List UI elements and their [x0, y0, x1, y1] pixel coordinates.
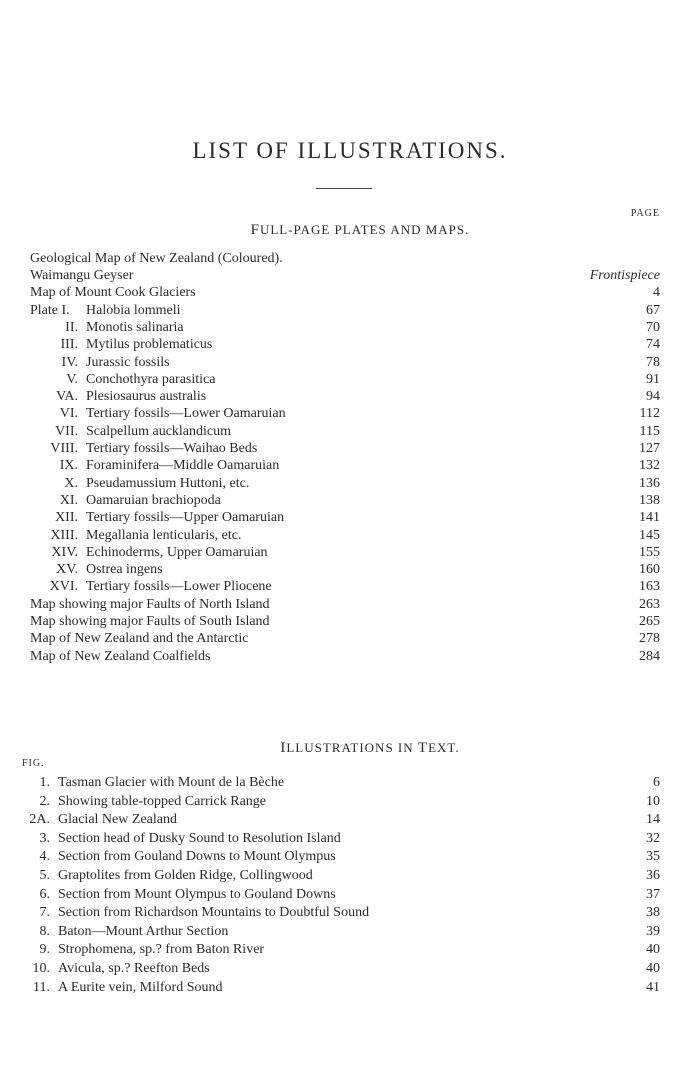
entry-page: 36 [646, 868, 660, 883]
entry-number: V. [66, 371, 78, 387]
entry-number: VII. [55, 423, 78, 439]
plate-entry [0, 405, 700, 423]
entry-page: 141 [639, 510, 660, 526]
text-section-heading [20, 740, 700, 757]
plate-entry [0, 440, 700, 458]
figure-entry [0, 848, 700, 866]
entry-page: Frontispiece [589, 268, 660, 283]
plate-entry [0, 336, 700, 354]
entry-page: 145 [639, 527, 660, 543]
entry-number: XVI. [49, 579, 78, 595]
entry-number: XV. [56, 562, 78, 578]
figure-entry [0, 941, 700, 959]
figure-entry [0, 867, 700, 885]
entry-label: Section from Richardson Mountains to Doubtful Sound [58, 905, 370, 921]
entry-page: 14 [646, 812, 660, 828]
entry-label: A Eurite vein, Milford Sound [58, 979, 223, 995]
entry-label: Graptolites from Golden Ridge, Collingwood [58, 868, 313, 883]
entry-number: 3. [39, 830, 50, 846]
entry-number: 8. [39, 923, 50, 939]
entry-number: XII. [55, 510, 78, 526]
figure-entry [0, 960, 700, 978]
figure-entry [0, 830, 700, 848]
entry-label: Pseudamussium Huttoni, etc. [86, 475, 250, 491]
entry-page: 74 [646, 337, 660, 353]
entry-number: 2. [39, 793, 50, 809]
entry-page: 40 [646, 961, 660, 976]
geological-map-line: Geological Map of New Zealand (Coloured). [30, 251, 283, 266]
entry-label: Scalpellum aucklandicum [86, 423, 232, 439]
entry-label: Map of New Zealand and the Antarctic [30, 631, 249, 647]
page-title: LIST OF ILLUSTRATIONS. [192, 138, 508, 163]
entry-number: III. [60, 337, 78, 353]
entry-page: 32 [646, 830, 660, 846]
figure-entry [0, 793, 700, 811]
plate-entry [0, 561, 700, 579]
entry-number: II. [65, 319, 78, 335]
entry-page: 41 [646, 979, 660, 995]
entry-label: Map showing major Faults of North Island [30, 596, 270, 612]
entry-page: 91 [646, 371, 660, 387]
entry-label: Section head of Dusky Sound to Resolution Island [58, 830, 341, 846]
plate-entry [0, 613, 700, 631]
entry-page: 160 [639, 562, 660, 578]
plates-section-heading [10, 222, 700, 239]
plate-entry [0, 630, 700, 648]
heading-rest: EXT. [428, 740, 460, 755]
entry-page: 10 [646, 793, 660, 809]
entry-number: 9. [39, 942, 50, 958]
entry-label: Tertiary fossils—Waihao Beds [86, 441, 258, 456]
entry-number: 6. [39, 886, 50, 902]
entry-number: 11. [33, 979, 50, 995]
entry-page: 163 [639, 579, 660, 595]
entry-label: Conchothyra parasitica [86, 371, 216, 387]
entry-number: 2A. [29, 812, 50, 828]
entry-label: Tasman Glacier with Mount de la Bèche [58, 775, 285, 790]
entry-label: Plesiosaurus australis [86, 389, 207, 405]
entry-page: 37 [646, 886, 660, 902]
entry-page: 138 [639, 492, 660, 508]
entry-label: Tertiary fossils—Lower Pliocene [86, 579, 272, 595]
entry-number: 7. [39, 905, 50, 921]
entry-label: Section from Mount Olympus to Gouland Downs [58, 886, 336, 902]
page-column-header: PAGE [630, 208, 660, 219]
entry-page: 4 [653, 285, 660, 301]
heading-mid: LLUSTRATIONS IN [286, 740, 418, 755]
entry-label: Mytilus problematicus [86, 337, 213, 353]
entry-number: XIV. [51, 544, 78, 560]
entry-label: Avicula, sp.? Reefton Beds [58, 961, 210, 976]
plate-entry [0, 457, 700, 475]
entry-page: 132 [639, 458, 660, 474]
entry-label: Ostrea ingens [86, 562, 163, 578]
entry-page: 127 [639, 441, 660, 456]
figure-entry [0, 774, 700, 792]
entry-number: 4. [39, 849, 50, 865]
entry-label: Megallania lenticularis, etc. [86, 527, 242, 543]
entry-label: Map of Mount Cook Glaciers [30, 285, 196, 301]
entry-number: 5. [39, 868, 50, 883]
entry-page: 265 [639, 614, 660, 629]
plate-entry [0, 509, 700, 527]
entry-label: Showing table-topped Carrick Range [58, 793, 267, 809]
figure-entry [0, 923, 700, 941]
entry-label: Strophomena, sp.? from Baton River [58, 942, 265, 958]
heading-rest: ULL-PAGE PLATES AND MAPS. [259, 222, 470, 237]
plate-entry [0, 284, 700, 302]
entry-page: 39 [646, 923, 660, 939]
entry-label: Waimangu Geyser [30, 268, 134, 283]
entry-number: IX. [59, 458, 78, 474]
fig-label: FIG. [22, 758, 45, 769]
entry-page: 112 [639, 406, 660, 422]
entry-page: 136 [639, 475, 660, 491]
entry-number: XIII. [50, 527, 78, 543]
entry-label: Oamaruian brachiopoda [86, 492, 221, 508]
entry-number: 1. [39, 775, 50, 790]
title-rule [316, 188, 372, 189]
plate-entry [0, 319, 700, 337]
entry-number: XI. [59, 492, 78, 508]
entry-label: Tertiary fossils—Lower Oamaruian [86, 406, 286, 422]
entry-label: Map of New Zealand Coalfields [30, 648, 211, 664]
plate-entry [0, 648, 700, 666]
heading-initial-2: T [417, 740, 429, 756]
entry-label: Halobia lommeli [86, 302, 181, 318]
figure-entry [0, 979, 700, 997]
plate-entry [0, 302, 700, 320]
entry-label: Monotis salinaria [86, 319, 184, 335]
plate-entry [0, 354, 700, 372]
entry-page: 115 [639, 423, 660, 439]
entry-page: 155 [639, 544, 660, 560]
entry-label: Foraminifera—Middle Oamaruian [86, 458, 280, 474]
entry-page: 35 [646, 849, 660, 865]
heading-initial: F [250, 222, 260, 238]
entry-page: 67 [646, 302, 660, 318]
entry-number: VI. [59, 406, 78, 422]
entry-number: X. [64, 475, 78, 491]
entry-number: Plate I. [30, 302, 70, 318]
plate-entry [0, 544, 700, 562]
entry-page: 40 [646, 942, 660, 958]
entry-page: 6 [653, 775, 660, 790]
plate-entry [0, 267, 700, 285]
plate-entry [0, 388, 700, 406]
entry-label: Baton—Mount Arthur Section [58, 923, 229, 939]
entry-label: Map showing major Faults of South Island [30, 614, 270, 629]
plate-entry [0, 475, 700, 493]
heading-initial: I [280, 740, 287, 756]
entry-page: 78 [646, 354, 660, 370]
entry-page: 263 [639, 596, 660, 612]
plate-entry [0, 492, 700, 510]
figure-entry [0, 904, 700, 922]
plate-entry [0, 371, 700, 389]
entry-label: Jurassic fossils [86, 354, 170, 370]
entry-label: Tertiary fossils—Upper Oamaruian [86, 510, 285, 526]
entry-label: Echinoderms, Upper Oamaruian [86, 544, 268, 560]
plate-entry [0, 596, 700, 614]
entry-page: 284 [639, 648, 660, 664]
plate-entry [0, 578, 700, 596]
figure-entry [0, 886, 700, 904]
entry-page: 38 [646, 905, 660, 921]
entry-page: 94 [646, 389, 660, 405]
plate-entry [0, 423, 700, 441]
entry-page: 278 [639, 631, 660, 647]
plate-entry [0, 527, 700, 545]
figure-entry [0, 811, 700, 829]
entry-page: 70 [646, 319, 660, 335]
entry-label: Glacial New Zealand [58, 812, 177, 828]
entry-number: VIII. [50, 441, 78, 456]
entry-label: Section from Gouland Downs to Mount Olympus [58, 849, 336, 865]
entry-number: IV. [61, 354, 78, 370]
entry-number: 10. [32, 961, 50, 976]
entry-number: VA. [56, 389, 78, 405]
